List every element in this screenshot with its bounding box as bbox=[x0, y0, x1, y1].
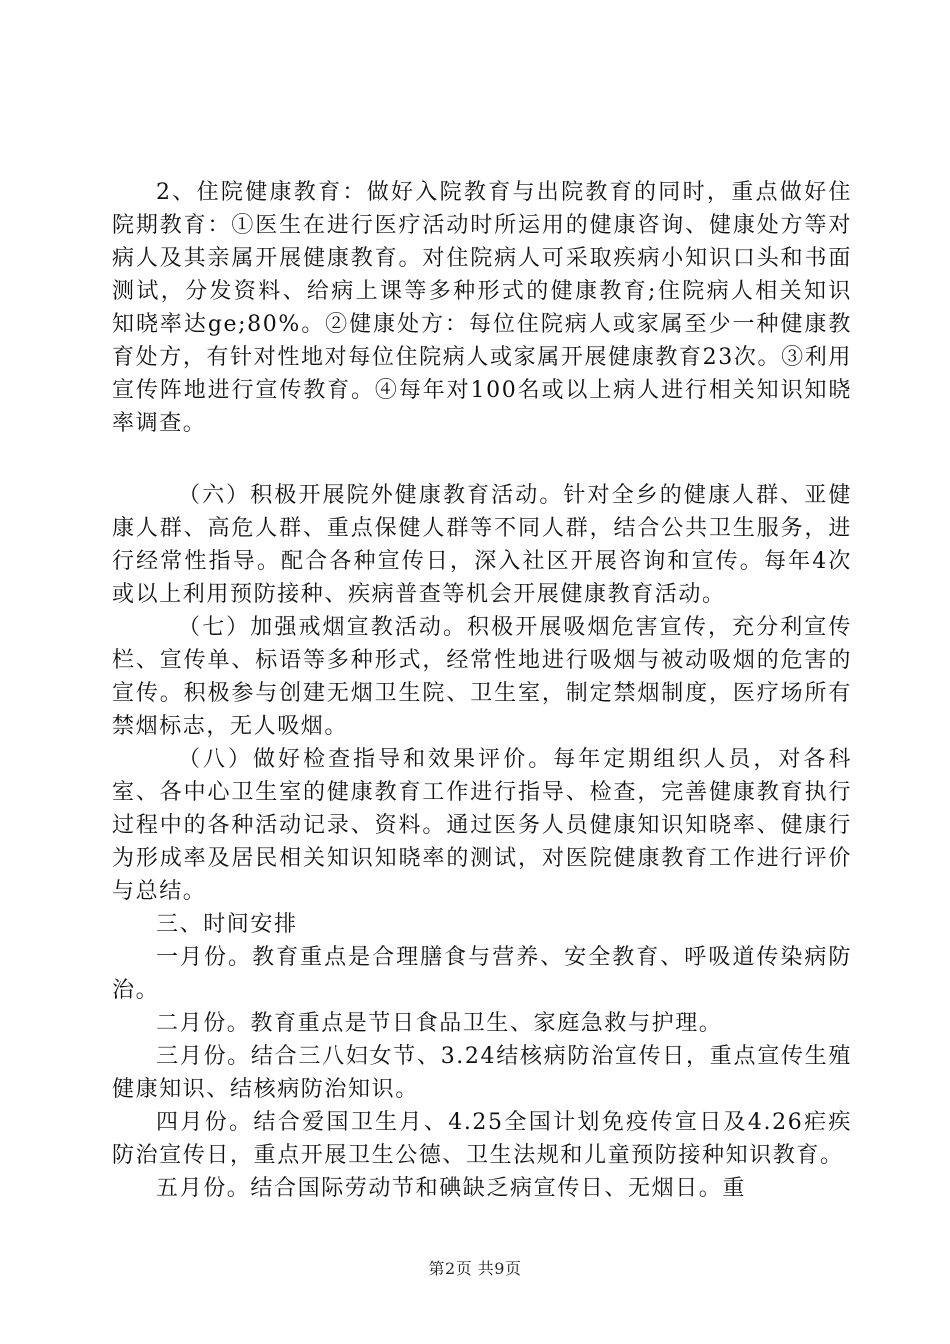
paragraph-section-7: （七）加强戒烟宣教活动。积极开展吸烟危害宣传，充分利宣传栏、宣传单、标语等多种形式，经常性地进行吸烟与被动吸烟的危害的宣传。积极参与创建无烟卫生院、卫生室，制定禁烟制度，医疗场所有禁烟标志，无人吸烟。 bbox=[112, 615, 852, 739]
paragraph-inpatient-education: 2、住院健康教育：做好入院教育与出院教育的同时，重点做好住院期教育：①医生在进行医疗活动时所运用的健康咨询、健康处方等对病人及其亲属开展健康教育。对住院病人可采取疾病小知识口头和书面测试，分发资料、给病上课等多种形式的健康教育;住院病人相关知识知晓率达ge;80%。②健康处方：每位住院病人或家属至少一种健康教育处方，有针对性地对每位住院病人或家属开展健康教育23次。③利用宣传阵地进行宣传教育。④每年对100名或以上病人进行相关知识知晓率调查。 bbox=[112, 180, 852, 436]
paragraph-april: 四月份。结合爱国卫生月、4.25全国计划免疫传宣日及4.26疟疾防治宣传日，重点开展卫生公德、卫生法规和儿童预防接种知识教育。 bbox=[112, 1110, 852, 1168]
paragraph-section-6: （六）积极开展院外健康教育活动。针对全乡的健康人群、亚健康人群、高危人群、重点保健人群等不同人群，结合公共卫生服务，进行经常性指导。配合各种宣传日，深入社区开展咨询和宣传。每年4次或以上利用预防接种、疾病普查等机会开展健康教育活动。 bbox=[112, 483, 852, 607]
document-body bbox=[112, 176, 852, 1205]
paragraph-may: 五月份。结合国际劳动节和碘缺乏病宣传日、无烟日。重 bbox=[156, 1176, 747, 1201]
paragraph-february: 二月份。教育重点是节日食品卫生、家庭急救与护理。 bbox=[156, 1011, 723, 1036]
paragraph-march: 三月份。结合三八妇女节、3.24结核病防治宣传日，重点宣传生殖健康知识、结核病防治知识。 bbox=[112, 1044, 852, 1102]
paragraph-january: 一月份。教育重点是合理膳食与营养、安全教育、呼吸道传染病防治。 bbox=[112, 945, 852, 1003]
paragraph-section-8: （八）做好检查指导和效果评价。每年定期组织人员，对各科室、各中心卫生室的健康教育工作进行指导、检查，完善健康教育执行过程中的各种活动记录、资料。通过医务人员健康知识知晓率、健康行为形成率及居民相关知识知晓率的测试，对医院健康教育工作进行评价与总结。 bbox=[112, 747, 852, 904]
page-footer: 第2页 共9页 bbox=[428, 1259, 522, 1278]
heading-schedule: 三、时间安排 bbox=[156, 912, 298, 937]
